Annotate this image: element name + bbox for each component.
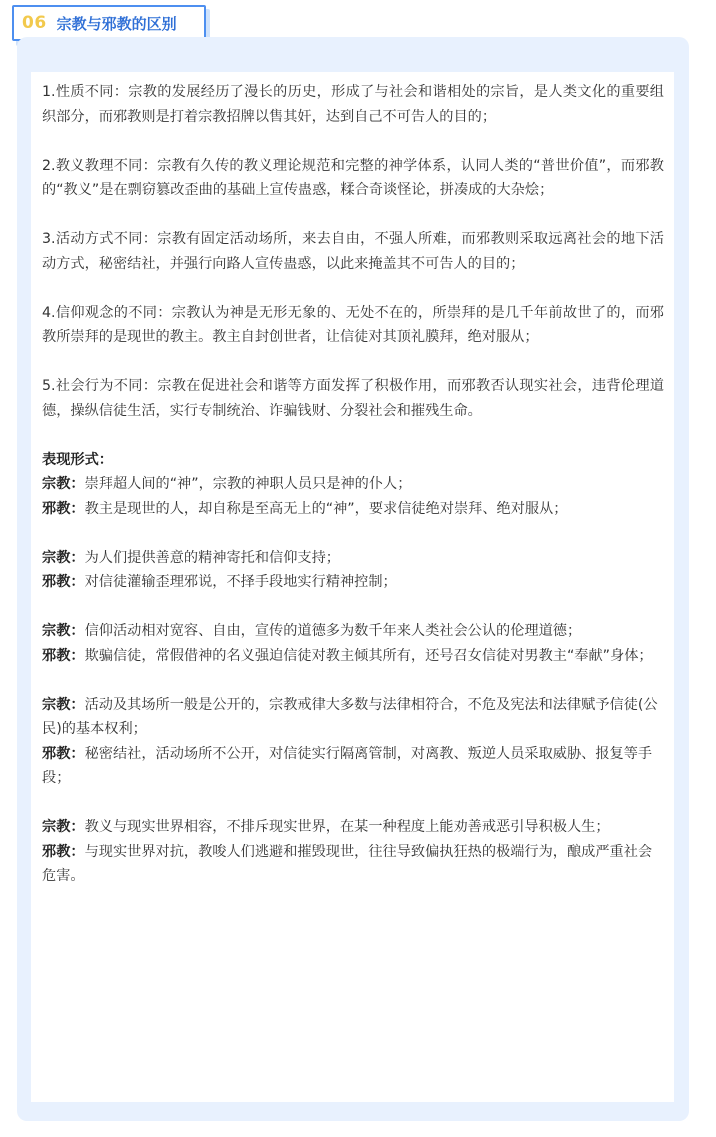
difference-paragraph: 5.社会行为不同：宗教在促进社会和谐等方面发挥了积极作用，而邪教否认现实社会，违背伦理道德，操纵信徒生活，实行专制统治、诈骗钱财、分裂社会和摧残生命。 — [42, 378, 664, 419]
content-card — [31, 72, 674, 1102]
cult-label: 邪教： — [42, 843, 85, 860]
cult-line: 邪教：对信徒灌输歪理邪说，不择手段地实行精神控制； — [42, 574, 397, 590]
cult-line: 邪教：教主是现世的人，却自称是至高无上的“神”，要求信徒绝对崇拜、绝对服从； — [42, 500, 568, 517]
cult-line: 邪教：与现实世界对抗，教唆人们逃避和摧毁现世，往往导致偏执狂热的极端行为，酿成严重社会危害。 — [42, 843, 653, 884]
cult-label: 邪教： — [42, 500, 85, 517]
comparison-pair — [42, 472, 664, 521]
religion-line: 宗教：教义与现实世界相容，不排斥现实世界，在某一种程度上能劝善戒恶引导积极人生； — [42, 819, 610, 835]
religion-line: 宗教：信仰活动相对宽容、自由，宣传的道德多为数千年来人类社会公认的伦理道德； — [42, 623, 582, 639]
religion-label: 宗教： — [42, 696, 85, 713]
difference-paragraph: 1.性质不同：宗教的发展经历了漫长的历史，形成了与社会和谐相处的宗旨，是人类文化的重要组织部分，而邪教则是打着宗教招牌以售其奸，达到自己不可告人的目的； — [42, 84, 664, 125]
cult-label: 邪教： — [42, 745, 85, 762]
forms-heading: 表现形式： — [42, 451, 113, 468]
religion-line: 宗教：活动及其场所一般是公开的，宗教戒律大多数与法律相符合，不危及宪法和法律赋予信徒(公民)的基本权利； — [42, 696, 658, 737]
religion-label: 宗教： — [42, 819, 85, 835]
cult-line: 邪教：秘密结社，活动场所不公开，对信徒实行隔离管制，对离教、叛逆人员采取威胁、报复等手段； — [42, 745, 653, 786]
religion-label: 宗教： — [42, 549, 85, 566]
difference-paragraph: 3.活动方式不同：宗教有固定活动场所，来去自由，不强人所难，而邪教则采取远离社会的地下活动方式，秘密结社，并强行向路人宣传蛊惑，以此来掩盖其不可告人的目的； — [42, 231, 664, 272]
comparison-pair — [42, 815, 664, 889]
cult-label: 邪教： — [42, 647, 85, 664]
section-number: 06 — [22, 13, 47, 33]
comparison-pair — [42, 619, 664, 668]
section-title: 宗教与邪教的区别 — [56, 14, 177, 33]
section-title-tab — [12, 5, 206, 41]
comparison-pair — [42, 693, 664, 791]
difference-paragraph: 4.信仰观念的不同：宗教认为神是无形无象的、无处不在的，所崇拜的是几千年前故世了的，而邪教所崇拜的是现世的教主。教主自封创世者，让信徒对其顶礼膜拜，绝对服从； — [42, 304, 664, 345]
difference-paragraph: 2.教义教理不同：宗教有久传的教义理论规范和完整的神学体系，认同人类的“普世价值”，而邪教的“教义”是在剽窃篡改歪曲的基础上宣传蛊惑，糅合奇谈怪论，拼凑成的大杂烩； — [42, 157, 664, 198]
religion-label: 宗教： — [42, 476, 85, 492]
comparison-pair — [42, 546, 664, 595]
religion-line: 宗教：崇拜超人间的“神”，宗教的神职人员只是神的仆人； — [42, 476, 412, 492]
cult-line: 邪教：欺骗信徒，常假借神的名义强迫信徒对教主倾其所有，还号召女信徒对男教主“奉献”身体； — [42, 647, 653, 664]
religion-line: 宗教：为人们提供善意的精神寄托和信仰支持； — [42, 549, 340, 566]
cult-label: 邪教： — [42, 574, 85, 590]
religion-label: 宗教： — [42, 623, 85, 639]
